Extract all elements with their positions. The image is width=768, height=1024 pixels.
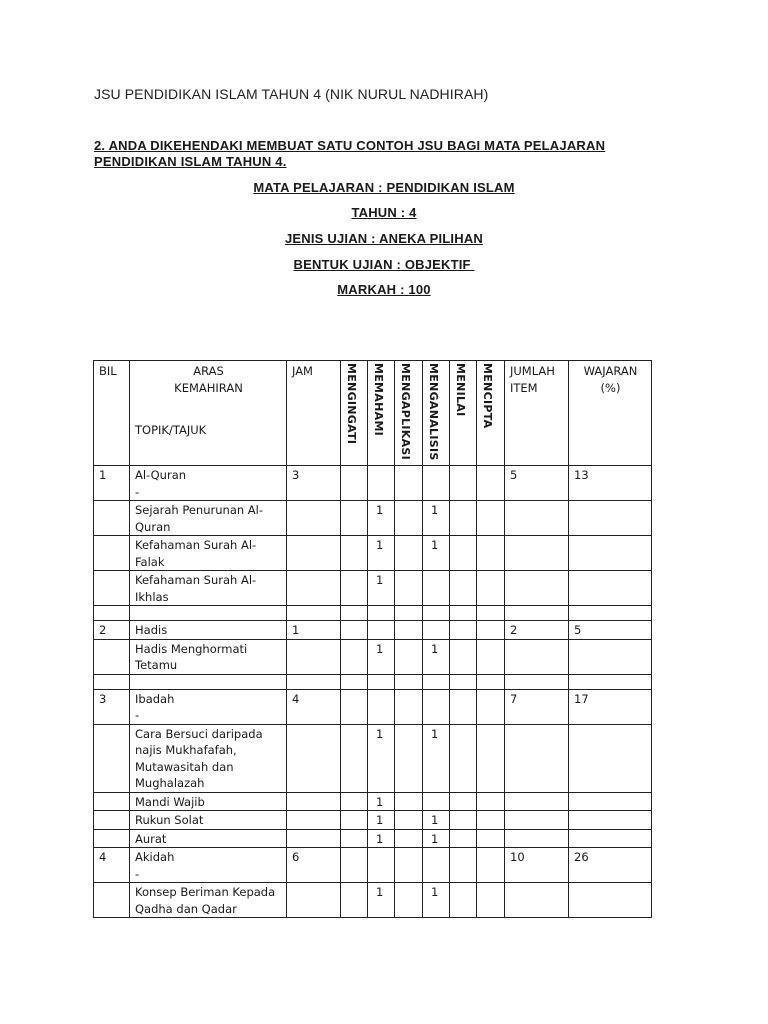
topic-dash: - bbox=[135, 866, 140, 881]
header-jam: JAM bbox=[287, 361, 341, 466]
spacer-cell bbox=[395, 606, 423, 621]
mengingati-cell bbox=[341, 689, 368, 724]
subtopic-label: Sejarah Penurunan Al-Quran bbox=[135, 503, 264, 534]
jumlah-item-cell bbox=[505, 536, 569, 571]
spacer-cell bbox=[569, 606, 652, 621]
menilai-cell bbox=[450, 829, 477, 848]
menganalisis-cell: 1 bbox=[423, 536, 450, 571]
wajaran-cell bbox=[569, 811, 652, 830]
spacer-cell bbox=[423, 606, 450, 621]
jam-cell bbox=[287, 571, 341, 606]
question-line-2: PENDIDIKAN ISLAM TAHUN 4. bbox=[94, 154, 287, 169]
topic-dash: - bbox=[135, 708, 140, 723]
mengingati-cell bbox=[341, 571, 368, 606]
jumlah-item-cell: 2 bbox=[505, 621, 569, 640]
question-line-1: 2. ANDA DIKEHENDAKI MEMBUAT SATU CONTOH JSU BAGI MATA PELAJARAN bbox=[94, 138, 606, 153]
menilai-cell bbox=[450, 724, 477, 792]
test-type-line: JENIS UJIAN : ANEKA PILIHAN bbox=[284, 231, 483, 246]
spacer-cell bbox=[287, 674, 341, 689]
wajaran-cell bbox=[569, 536, 652, 571]
menilai-cell bbox=[450, 792, 477, 811]
wajaran-cell bbox=[569, 724, 652, 792]
menilai-cell bbox=[450, 466, 477, 501]
mengingati-cell bbox=[341, 536, 368, 571]
header-mengaplikasi: MENGAPLIKASI bbox=[395, 361, 423, 466]
subtopic-cell bbox=[130, 501, 287, 536]
memahami-cell bbox=[368, 621, 395, 640]
subtopic-cell bbox=[130, 811, 287, 830]
wajaran-cell: 13 bbox=[569, 466, 652, 501]
topic-cell bbox=[130, 466, 287, 501]
header-bil: BIL bbox=[94, 361, 130, 466]
menganalisis-cell bbox=[423, 466, 450, 501]
topic-row bbox=[94, 621, 652, 640]
subtopic-cell bbox=[130, 639, 287, 674]
menilai-cell bbox=[450, 536, 477, 571]
header-wajaran bbox=[569, 361, 652, 466]
mengingati-cell bbox=[341, 829, 368, 848]
menganalisis-cell: 1 bbox=[423, 501, 450, 536]
jam-cell bbox=[287, 639, 341, 674]
subtopic-cell bbox=[130, 829, 287, 848]
memahami-cell: 1 bbox=[368, 639, 395, 674]
memahami-cell: 1 bbox=[368, 829, 395, 848]
mengaplikasi-cell bbox=[395, 501, 423, 536]
jumlah-item-cell bbox=[505, 811, 569, 830]
bil-cell bbox=[94, 639, 130, 674]
subtopic-label: Rukun Solat bbox=[135, 813, 204, 828]
mengingati-cell bbox=[341, 639, 368, 674]
topic-row bbox=[94, 848, 652, 883]
topic-cell bbox=[130, 848, 287, 883]
header-aras-topik bbox=[130, 361, 287, 466]
memahami-cell: 1 bbox=[368, 811, 395, 830]
subtopic-label: Kefahaman Surah Al-Falak bbox=[135, 538, 257, 569]
table-header-row bbox=[94, 361, 652, 466]
wajaran-cell bbox=[569, 829, 652, 848]
mengaplikasi-cell bbox=[395, 792, 423, 811]
spacer-cell bbox=[368, 674, 395, 689]
wajaran-cell bbox=[569, 501, 652, 536]
spacer-cell bbox=[341, 606, 368, 621]
spacer-cell bbox=[287, 606, 341, 621]
jumlah-item-cell bbox=[505, 792, 569, 811]
menilai-cell bbox=[450, 689, 477, 724]
menilai-cell bbox=[450, 811, 477, 830]
mengingati-cell bbox=[341, 883, 368, 918]
mengingati-cell bbox=[341, 811, 368, 830]
topic-cell bbox=[130, 689, 287, 724]
mencipta-cell bbox=[477, 571, 505, 606]
menilai-cell bbox=[450, 883, 477, 918]
document-title: JSU PENDIDIKAN ISLAM TAHUN 4 (NIK NURUL NADHIRAH) bbox=[94, 86, 489, 102]
jumlah-item-cell: 10 bbox=[505, 848, 569, 883]
menganalisis-cell bbox=[423, 848, 450, 883]
subtopic-row bbox=[94, 883, 652, 918]
menganalisis-cell: 1 bbox=[423, 724, 450, 792]
year-line: TAHUN : 4 bbox=[351, 205, 417, 220]
subject-line: MATA PELAJARAN : PENDIDIKAN ISLAM bbox=[253, 180, 515, 195]
spacer-cell bbox=[423, 674, 450, 689]
mencipta-cell bbox=[477, 639, 505, 674]
mengaplikasi-cell bbox=[395, 571, 423, 606]
jam-cell bbox=[287, 792, 341, 811]
bil-cell bbox=[94, 536, 130, 571]
spacer-cell bbox=[450, 606, 477, 621]
header-menganalisis: MENGANALISIS bbox=[423, 361, 450, 466]
header-mengingati: MENGINGATI bbox=[341, 361, 368, 466]
jumlah-item-cell bbox=[505, 571, 569, 606]
mencipta-cell bbox=[477, 883, 505, 918]
jumlah-item-cell: 7 bbox=[505, 689, 569, 724]
mengingati-cell bbox=[341, 848, 368, 883]
jsu-table-body bbox=[94, 466, 652, 918]
jam-cell bbox=[287, 811, 341, 830]
spacer-cell bbox=[569, 674, 652, 689]
subtopic-cell bbox=[130, 883, 287, 918]
header-aras-label: ARAS bbox=[193, 364, 224, 378]
bil-cell: 2 bbox=[94, 621, 130, 640]
memahami-cell: 1 bbox=[368, 501, 395, 536]
bil-cell bbox=[94, 724, 130, 792]
subtopic-row bbox=[94, 792, 652, 811]
subtopic-row bbox=[94, 724, 652, 792]
menganalisis-cell: 1 bbox=[423, 883, 450, 918]
menilai-cell bbox=[450, 621, 477, 640]
menilai-cell bbox=[450, 571, 477, 606]
topic-dash: - bbox=[135, 484, 140, 499]
spacer-cell bbox=[94, 606, 130, 621]
jumlah-item-cell bbox=[505, 724, 569, 792]
memahami-cell: 1 bbox=[368, 571, 395, 606]
topic-cell bbox=[130, 621, 287, 640]
topic-label: Akidah bbox=[135, 850, 175, 865]
jam-cell: 1 bbox=[287, 621, 341, 640]
mencipta-cell bbox=[477, 848, 505, 883]
topic-row bbox=[94, 466, 652, 501]
spacer-cell bbox=[477, 674, 505, 689]
mengaplikasi-cell bbox=[395, 639, 423, 674]
header-menilai: MENILAI bbox=[450, 361, 477, 466]
memahami-cell bbox=[368, 848, 395, 883]
bil-cell bbox=[94, 883, 130, 918]
header-mencipta: MENCIPTA bbox=[477, 361, 505, 466]
jam-cell: 3 bbox=[287, 466, 341, 501]
header-item-label: ITEM bbox=[510, 380, 538, 395]
menganalisis-cell bbox=[423, 792, 450, 811]
jsu-table bbox=[93, 360, 652, 918]
jumlah-item-cell bbox=[505, 501, 569, 536]
subtopic-row bbox=[94, 536, 652, 571]
wajaran-cell: 5 bbox=[569, 621, 652, 640]
header-jumlah-item bbox=[505, 361, 569, 466]
mengaplikasi-cell bbox=[395, 621, 423, 640]
subtopic-cell bbox=[130, 536, 287, 571]
bil-cell: 1 bbox=[94, 466, 130, 501]
subtopic-label: Kefahaman Surah Al-Ikhlas bbox=[135, 573, 257, 604]
wajaran-cell: 17 bbox=[569, 689, 652, 724]
question-heading bbox=[94, 138, 654, 170]
subtopic-cell bbox=[130, 571, 287, 606]
memahami-cell bbox=[368, 466, 395, 501]
topic-label: Hadis bbox=[135, 623, 168, 638]
mengaplikasi-cell bbox=[395, 724, 423, 792]
mengingati-cell bbox=[341, 724, 368, 792]
mengingati-cell bbox=[341, 466, 368, 501]
topic-label: Ibadah bbox=[135, 691, 175, 706]
menilai-cell bbox=[450, 848, 477, 883]
wajaran-cell bbox=[569, 639, 652, 674]
spacer-cell bbox=[130, 674, 287, 689]
jam-cell bbox=[287, 724, 341, 792]
mencipta-cell bbox=[477, 501, 505, 536]
jam-cell bbox=[287, 536, 341, 571]
subtopic-row bbox=[94, 639, 652, 674]
memahami-cell bbox=[368, 689, 395, 724]
subtopic-cell bbox=[130, 724, 287, 792]
memahami-cell: 1 bbox=[368, 883, 395, 918]
menganalisis-cell bbox=[423, 621, 450, 640]
wajaran-cell bbox=[569, 792, 652, 811]
header-wajaran-label: WAJARAN bbox=[583, 364, 638, 378]
wajaran-cell bbox=[569, 571, 652, 606]
memahami-cell: 1 bbox=[368, 536, 395, 571]
subtopic-label: Konsep Beriman Kepada Qadha dan Qadar bbox=[135, 885, 276, 916]
wajaran-cell: 26 bbox=[569, 848, 652, 883]
spacer-cell bbox=[450, 674, 477, 689]
test-form-line: BENTUK UJIAN : OBJEKTIF bbox=[293, 257, 475, 272]
mengaplikasi-cell bbox=[395, 848, 423, 883]
spacer-row bbox=[94, 674, 652, 689]
spacer-cell bbox=[505, 674, 569, 689]
mencipta-cell bbox=[477, 829, 505, 848]
mengaplikasi-cell bbox=[395, 536, 423, 571]
header-percent-label: (%) bbox=[600, 380, 621, 395]
memahami-cell: 1 bbox=[368, 792, 395, 811]
mengingati-cell bbox=[341, 621, 368, 640]
bil-cell bbox=[94, 829, 130, 848]
menilai-cell bbox=[450, 501, 477, 536]
spacer-cell bbox=[368, 606, 395, 621]
subtopic-row bbox=[94, 829, 652, 848]
mencipta-cell bbox=[477, 724, 505, 792]
mencipta-cell bbox=[477, 792, 505, 811]
spacer-cell bbox=[341, 674, 368, 689]
bil-cell: 4 bbox=[94, 848, 130, 883]
mengingati-cell bbox=[341, 792, 368, 811]
subtopic-label: Cara Bersuci daripada najis Mukhafafah, Mutawasitah dan Mughalazah bbox=[135, 726, 263, 791]
jam-cell: 6 bbox=[287, 848, 341, 883]
bil-cell bbox=[94, 811, 130, 830]
jam-cell bbox=[287, 829, 341, 848]
mencipta-cell bbox=[477, 466, 505, 501]
mencipta-cell bbox=[477, 811, 505, 830]
mencipta-cell bbox=[477, 536, 505, 571]
jam-cell bbox=[287, 501, 341, 536]
jumlah-item-cell bbox=[505, 639, 569, 674]
mengaplikasi-cell bbox=[395, 466, 423, 501]
spacer-cell bbox=[130, 606, 287, 621]
jumlah-item-cell bbox=[505, 883, 569, 918]
topic-label: Al-Quran bbox=[135, 468, 187, 483]
bil-cell bbox=[94, 571, 130, 606]
mengaplikasi-cell bbox=[395, 829, 423, 848]
subtopic-row bbox=[94, 811, 652, 830]
subtopic-label: Aurat bbox=[135, 831, 167, 846]
jam-cell bbox=[287, 883, 341, 918]
memahami-cell: 1 bbox=[368, 724, 395, 792]
menganalisis-cell: 1 bbox=[423, 811, 450, 830]
mencipta-cell bbox=[477, 621, 505, 640]
menganalisis-cell: 1 bbox=[423, 829, 450, 848]
bil-cell bbox=[94, 792, 130, 811]
mengaplikasi-cell bbox=[395, 883, 423, 918]
menganalisis-cell: 1 bbox=[423, 639, 450, 674]
mengaplikasi-cell bbox=[395, 689, 423, 724]
header-kemahiran-label: KEMAHIRAN bbox=[174, 380, 243, 395]
jam-cell: 4 bbox=[287, 689, 341, 724]
bil-cell: 3 bbox=[94, 689, 130, 724]
topic-row bbox=[94, 689, 652, 724]
header-memahami: MEMAHAMI bbox=[368, 361, 395, 466]
header-jumlah-label: JUMLAH bbox=[510, 364, 555, 378]
menilai-cell bbox=[450, 639, 477, 674]
subtopic-label: Hadis Menghormati Tetamu bbox=[135, 641, 248, 673]
header-topik-label: TOPIK/TAJUK bbox=[135, 423, 207, 437]
spacer-cell bbox=[94, 674, 130, 689]
subtopic-row bbox=[94, 501, 652, 536]
wajaran-cell bbox=[569, 883, 652, 918]
spacer-row bbox=[94, 606, 652, 621]
bil-cell bbox=[94, 501, 130, 536]
mengaplikasi-cell bbox=[395, 811, 423, 830]
spacer-cell bbox=[477, 606, 505, 621]
mengingati-cell bbox=[341, 501, 368, 536]
spacer-cell bbox=[395, 674, 423, 689]
marks-line: MARKAH : 100 bbox=[337, 282, 431, 297]
spacer-cell bbox=[505, 606, 569, 621]
subtopic-row bbox=[94, 571, 652, 606]
mencipta-cell bbox=[477, 689, 505, 724]
jumlah-item-cell bbox=[505, 829, 569, 848]
menganalisis-cell bbox=[423, 571, 450, 606]
subtopic-label: Mandi Wajib bbox=[135, 794, 205, 809]
subtopic-cell bbox=[130, 792, 287, 811]
jumlah-item-cell: 5 bbox=[505, 466, 569, 501]
menganalisis-cell bbox=[423, 689, 450, 724]
